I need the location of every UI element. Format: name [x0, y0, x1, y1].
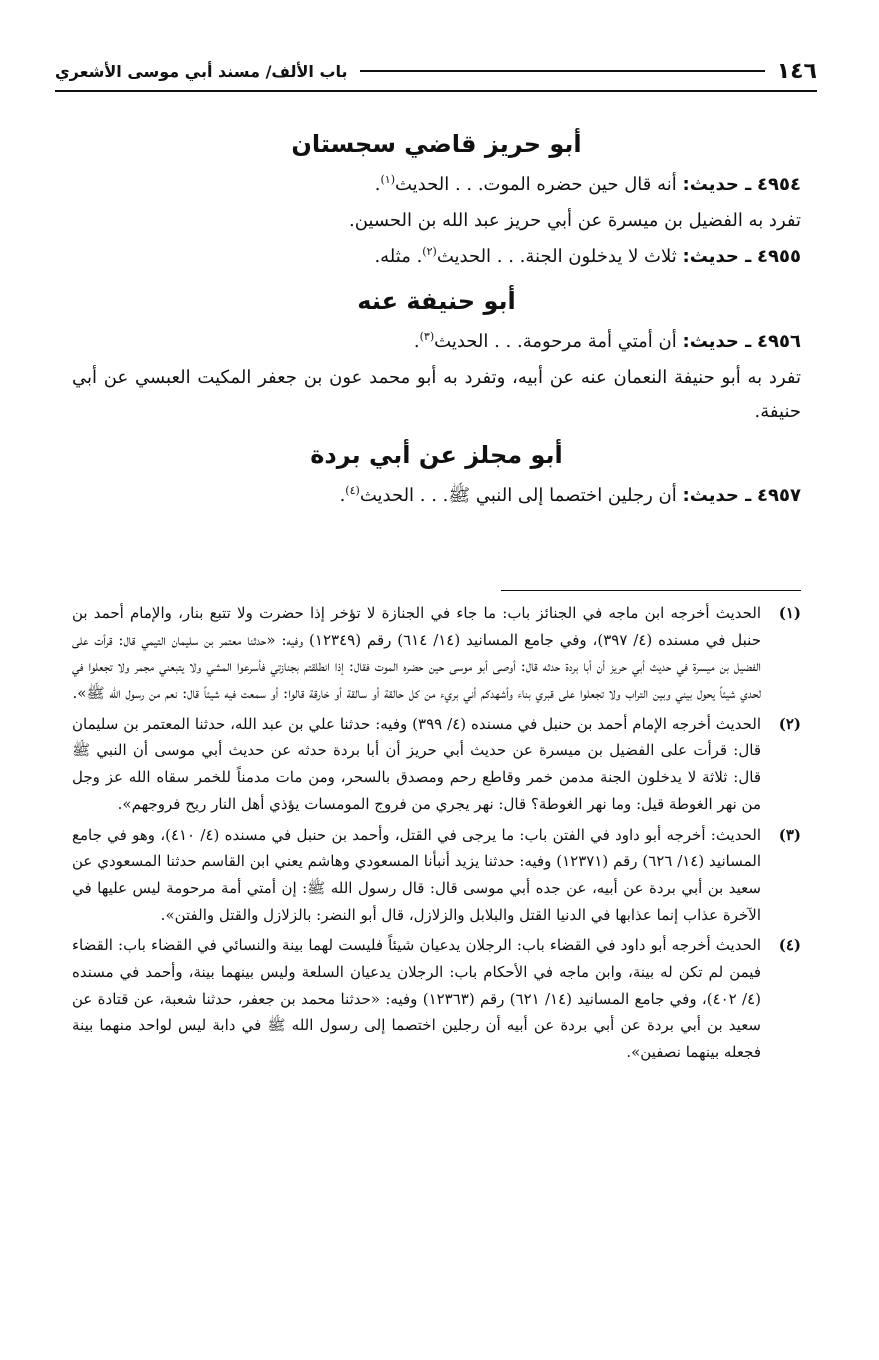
hadith-text: أنه قال حين حضره الموت. . . الحديث — [394, 174, 677, 195]
hadith-number: ٤٩٥٤ — [757, 174, 801, 195]
hadith-entry: ٤٩٥٥ ـ حديث: ثلاث لا يدخلون الجنة. . . الحديث$^{(٢)}$. مثله. — [374, 245, 801, 268]
footnote — [72, 932, 801, 1065]
section-heading: أبو حريز قاضي سجستان — [291, 130, 582, 158]
footnote-text: الحديث أخرجه ابن ماجه في الجنائز باب: ما جاء في الجنازة لا تؤخر إذا حضرت ولا تتبع بنار، والإمام أحمد بن حنبل في مسنده (٤/ ٣٩٧)، وفي جامع المسانيد (١٤/ ٦١٤) رقم (١٢٣٤٩) وفيه: «حدثنا معتمر بن سليمان التيمي قال: قرأت على الفضيل بن ميسرة في حديث أبي حريز أن أبا بردة حدثه قال: أوصى أبو موسى حين حضره الموت فقال: إذا انطلقتم بجنازتي فأسرعوا المشي ولا يتبعني مجمر ولا تجعلوا في لحدي شيئاً يحول بيني وبين التراب ولا تجعلوا على قبري بناء وأشهدكم أني بريء من كل حالقة أو سالقة أو خارقة قالوا: أو سمعت فيه شيئاً قال: نعم من رسول الله ﷺ». — [72, 604, 761, 703]
section-heading: أبو مجلز عن أبي بردة — [310, 441, 563, 470]
page-number: ١٤٦ — [776, 58, 817, 84]
main-text — [72, 118, 801, 515]
running-title: باب الألف/ مسند أبي موسى الأشعري — [55, 61, 348, 81]
hadith-label: حديث: — [682, 485, 739, 507]
footnote-ref: (١) — [380, 173, 395, 186]
footnote-number: (١) — [778, 604, 801, 622]
footnote-number: (٤) — [778, 936, 801, 955]
footnote-ref: (٤) — [345, 484, 360, 498]
hadith-text: ثلاث لا يدخلون الجنة. . . الحديث — [436, 246, 677, 268]
hadith-tail: . — [374, 174, 381, 195]
hadith-label: حديث: — [682, 174, 739, 195]
hadith-tail: . — [413, 330, 420, 352]
footnote-text: الحديث: أخرجه أبو داود في الفتن باب: ما يرجى في القتل، وأحمد بن حنبل في مسنده (٤/ ٤١٠)، وهو في جامع المسانيد (١٤/ ٦٢٦) رقم (١٢٣٧١) وفيه: حدثنا يزيد أنبأنا المسعودي وهاشم يعني ابن القاسم حدثنا المسعودي عن سعيد بن أبي بردة عن أبيه، عن جده أبي موسى قال: قال رسول الله ﷺ: إن أمتي أمة مرحومة ليس عليها في الآخرة عذاب إنما عذابها في الدنيا القتل والبلابل والزلازل، قال أبو النضر: بالزلازل والقتل والفتن». — [72, 825, 762, 924]
footnote-number: (٢) — [778, 714, 801, 733]
hadith-label: حديث: — [682, 246, 739, 268]
hadith-tail: . — [339, 485, 346, 507]
hadith-text: أن أمتي أمة مرحومة. . . الحديث — [434, 330, 677, 352]
footnote-ref: (٣) — [419, 329, 435, 343]
hadith-number: ٤٩٥٥ — [757, 246, 801, 268]
narration-note: تفرد به أبو حنيفة النعمان عنه عن أبيه، وتفرد به أبو محمد عون بن جعفر المكيت العبسي عن أبي حنيفة. — [72, 366, 801, 422]
hadith-entry: ٤٩٥٤ ـ حديث: أنه قال حين حضره الموت. . . الحديث$^{(١)}$. — [374, 173, 801, 195]
footnote-text: الحديث أخرجه أبو داود في القضاء باب: الرجلان يدعيان شيئاً فليست لهما بينة والنسائي في القضاء باب: القضاء فيمن لم تكن له بينة، وابن ماجه في الأحكام باب: الرجلان يدعيان السلعة وليس بينهما بينة، وأحمد في مسنده (٤/ ٤٠٢)، وفي جامع المسانيد (١٤/ ٦٢١) رقم (١٢٣٦٣) وفيه: «حدثنا محمد بن جعفر، حدثنا شعبة، عن قتادة عن سعيد بن أبي بردة عن أبي بردة عن أبيه أن رجلين اختصما إلى رسول الله ﷺ في دابة ليس لواحد منهما بينة فجعله بينهما نصفين». — [72, 936, 761, 1061]
hadith-number: ٤٩٥٧ — [757, 485, 801, 507]
footnote-number: (٣) — [778, 825, 801, 844]
footnote-ref: (٢) — [422, 245, 437, 259]
header-rule — [360, 70, 765, 72]
hadith-text: أن رجلين اختصما إلى النبي ﷺ. . . الحديث — [359, 485, 677, 507]
footnote — [72, 600, 801, 707]
narration-note: تفرد به الفضيل بن ميسرة عن أبي حريز عبد الله بن الحسين. — [348, 210, 801, 232]
footnote — [72, 822, 801, 929]
footnotes — [72, 600, 801, 1070]
footnote — [72, 711, 801, 818]
footnote-divider — [501, 590, 801, 591]
hadith-number: ٤٩٥٦ — [757, 330, 801, 352]
hadith-tail: . مثله. — [374, 246, 423, 268]
hadith-label: حديث: — [682, 330, 739, 352]
page-header — [55, 52, 817, 92]
hadith-entry: ٤٩٥٧ ـ حديث: أن رجلين اختصما إلى النبي ﷺ. . . الحديث$^{(٤)}$. — [339, 484, 801, 507]
section-heading: أبو حنيفة عنه — [357, 286, 516, 315]
footnote-text: الحديث أخرجه الإمام أحمد بن حنبل في مسنده (٤/ ٣٩٩) وفيه: حدثنا علي بن عبد الله، حدثنا المعتمر بن سليمان قال: قرأت على الفضيل بن ميسرة عن حديث أبي حريز أن أبا بردة حدثه عن حديث أبي موسى أن النبي ﷺ قال: ثلاثة لا يدخلون الجنة مدمن خمر وقاطع رحم ومصدق بالسحر، ومن مات مدمناً للخمر سقاه الله عز وجل من نهر الغوطة قيل: وما نهر الغوطة؟ قال: نهر يجري من فروج المومسات يؤذي أهل النار ريح فروجهم». — [72, 714, 762, 813]
hadith-entry: ٤٩٥٦ ـ حديث: أن أمتي أمة مرحومة. . . الحديث$^{(٣)}$. — [413, 329, 801, 352]
